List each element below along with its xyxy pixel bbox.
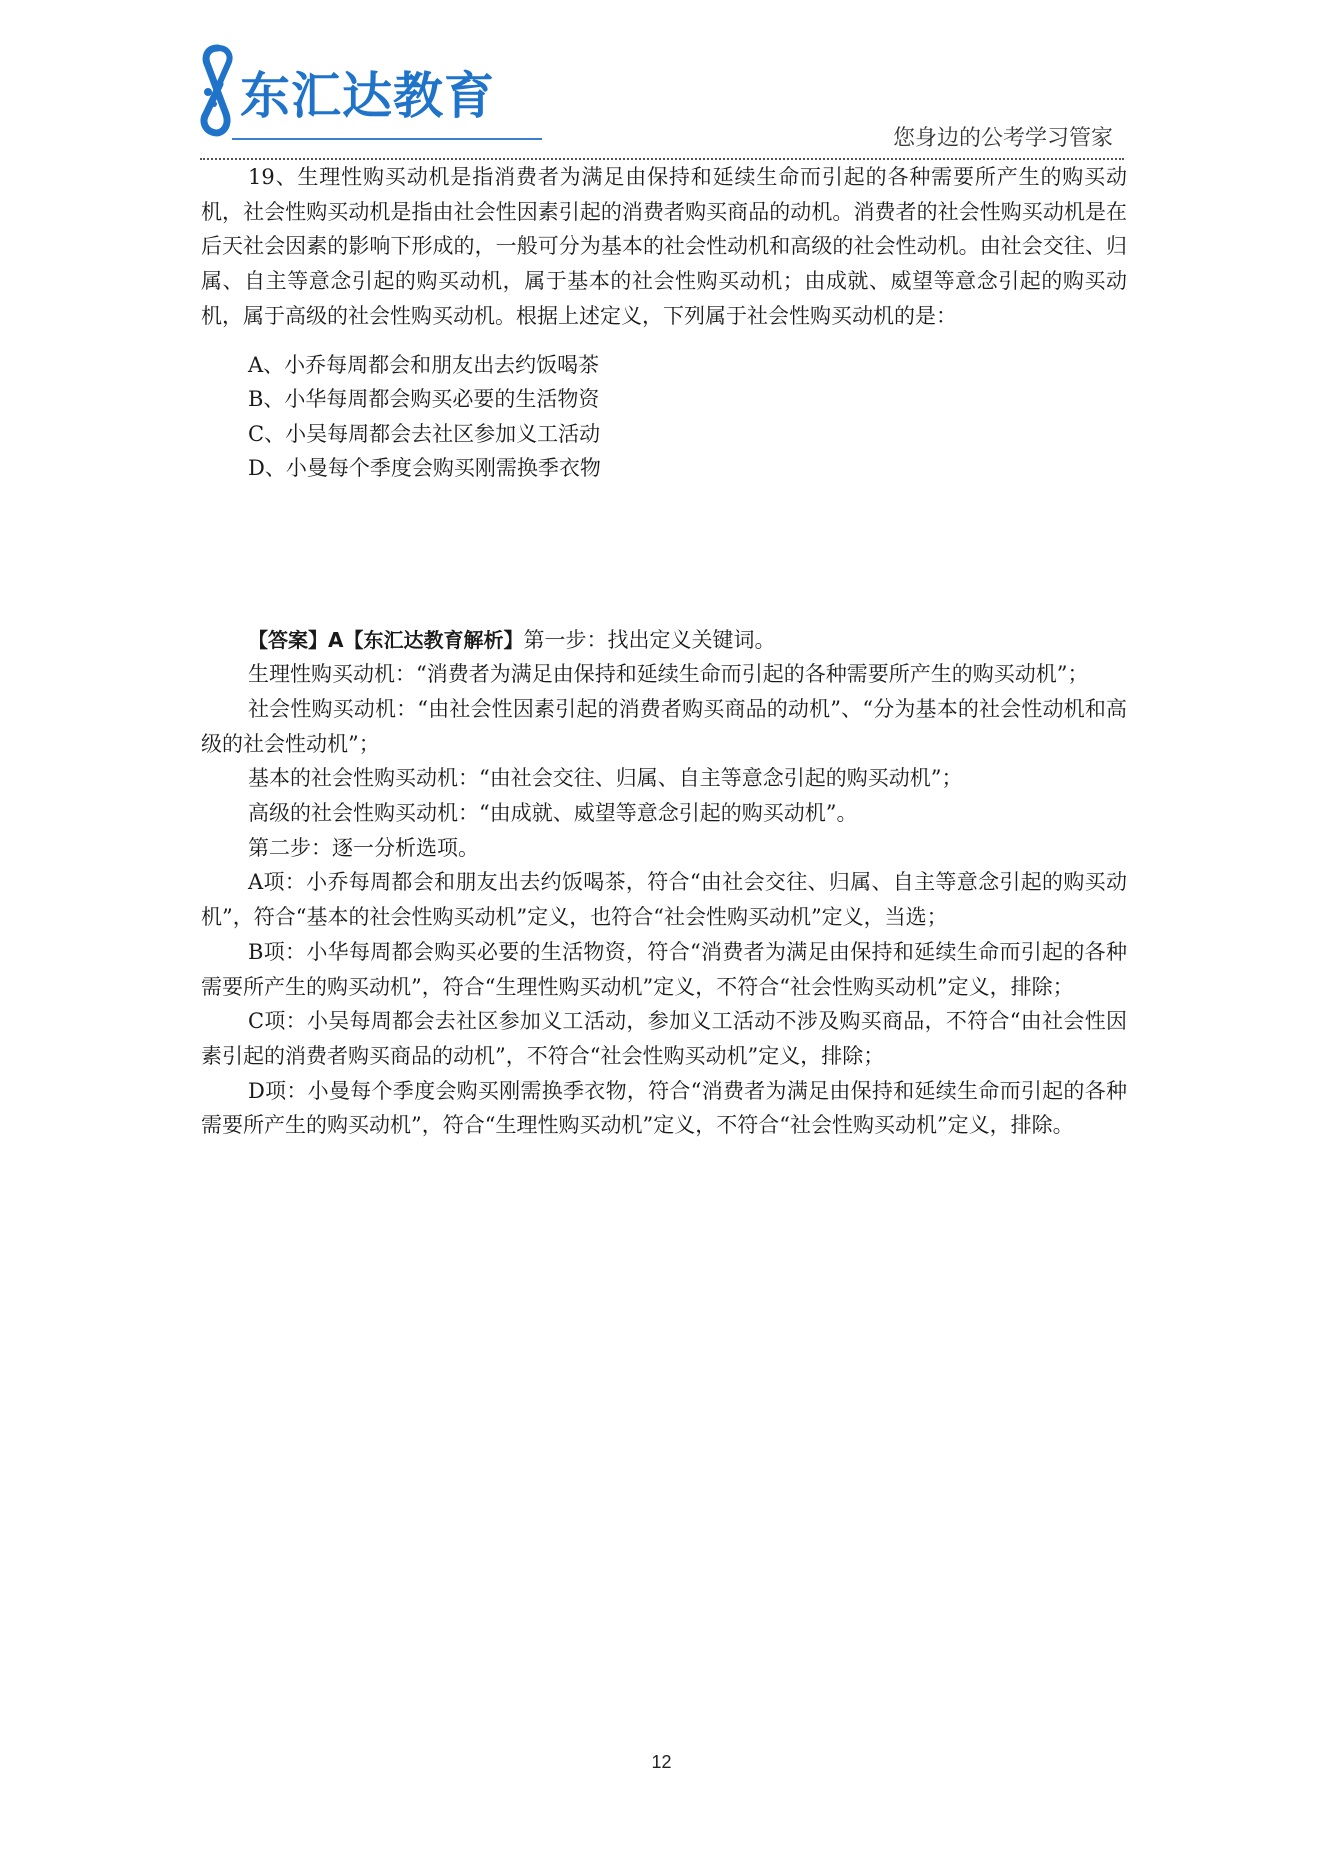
option-c: C、小吴每周都会去社区参加义工活动 [248, 421, 601, 446]
brand-name: 东汇达教育 [240, 67, 495, 125]
answer-section [201, 623, 1127, 1144]
analysis-paragraph: 第二步：逐一分析选项。 [248, 835, 479, 860]
brand-logo [196, 44, 546, 140]
option-a: A、小乔每周都会和朋友出去约饭喝茶 [248, 352, 600, 377]
analysis-paragraph: 基本的社会性购买动机：“由社会交往、归属、自主等意念引起的购买动机”； [248, 766, 963, 791]
header-slogan: 您身边的公考学习管家 [892, 126, 1113, 151]
analysis-paragraph: A项：小乔每周都会和朋友出去约饭喝茶，符合“由社会交往、归属、自主等意念引起的购买动机”，符合“基本的社会性购买动机”定义，也符合“社会性购买动机”定义，当选； [201, 870, 1127, 930]
question-stem: 19、生理性购买动机是指消费者为满足由保持和延续生命而引起的各种需要所产生的购买动机，社会性购买动机是指由社会性因素引起的消费者购买商品的动机。消费者的社会性购买动机是在后天社会因素的影响下形成的，一般可分为基本的社会性动机和高级的社会性动机。由社会交往、归属、自主等意念引起的购买动机，属于基本的社会性购买动机；由成就、威望等意念引起的购买动机，属于高级的社会性购买动机。根据上述定义，下列属于社会性购买动机的是： [201, 165, 1127, 328]
brand-underline [232, 138, 542, 140]
option-list [201, 348, 1127, 486]
page-number: 12 [651, 1752, 672, 1772]
analysis-paragraph: 高级的社会性购买动机：“由成就、威望等意念引起的购买动机”。 [248, 801, 858, 826]
analysis-paragraph: D项：小曼每个季度会购买刚需换季衣物，符合“消费者为满足由保持和延续生命而引起的各种需要所产生的购买动机”，符合“生理性购买动机”定义，不符合“社会性购买动机”定义，排除。 [201, 1078, 1127, 1138]
pen-clip-icon [196, 44, 242, 140]
page-header [0, 0, 1323, 170]
analysis-paragraph: 社会性购买动机：“由社会性因素引起的消费者购买商品的动机”、“分为基本的社会性动机和高级的社会性动机”； [201, 696, 1127, 756]
analysis-paragraph: C项：小吴每周都会去社区参加义工活动，参加义工活动不涉及购买商品，不符合“由社会性因素引起的消费者购买商品的动机”，不符合“社会性购买动机”定义，排除； [201, 1009, 1127, 1068]
option-b: B、小华每周都会购买必要的生活物资 [248, 387, 600, 412]
document-body [201, 160, 1127, 1143]
answer-label: 【答案】A【东汇达教育解析】 [248, 627, 524, 652]
answer-step1: 第一步：找出定义关键词。 [523, 627, 776, 652]
analysis-paragraph: 生理性购买动机：“消费者为满足由保持和延续生命而引起的各种需要所产生的购买动机”； [248, 662, 1089, 687]
analysis-paragraph: B项：小华每周都会购买必要的生活物资，符合“消费者为满足由保持和延续生命而引起的各种需要所产生的购买动机”，符合“生理性购买动机”定义，不符合“社会性购买动机”定义，排除； [201, 939, 1127, 999]
option-d: D、小曼每个季度会购买刚需换季衣物 [248, 456, 601, 481]
answer-line [201, 623, 1127, 658]
